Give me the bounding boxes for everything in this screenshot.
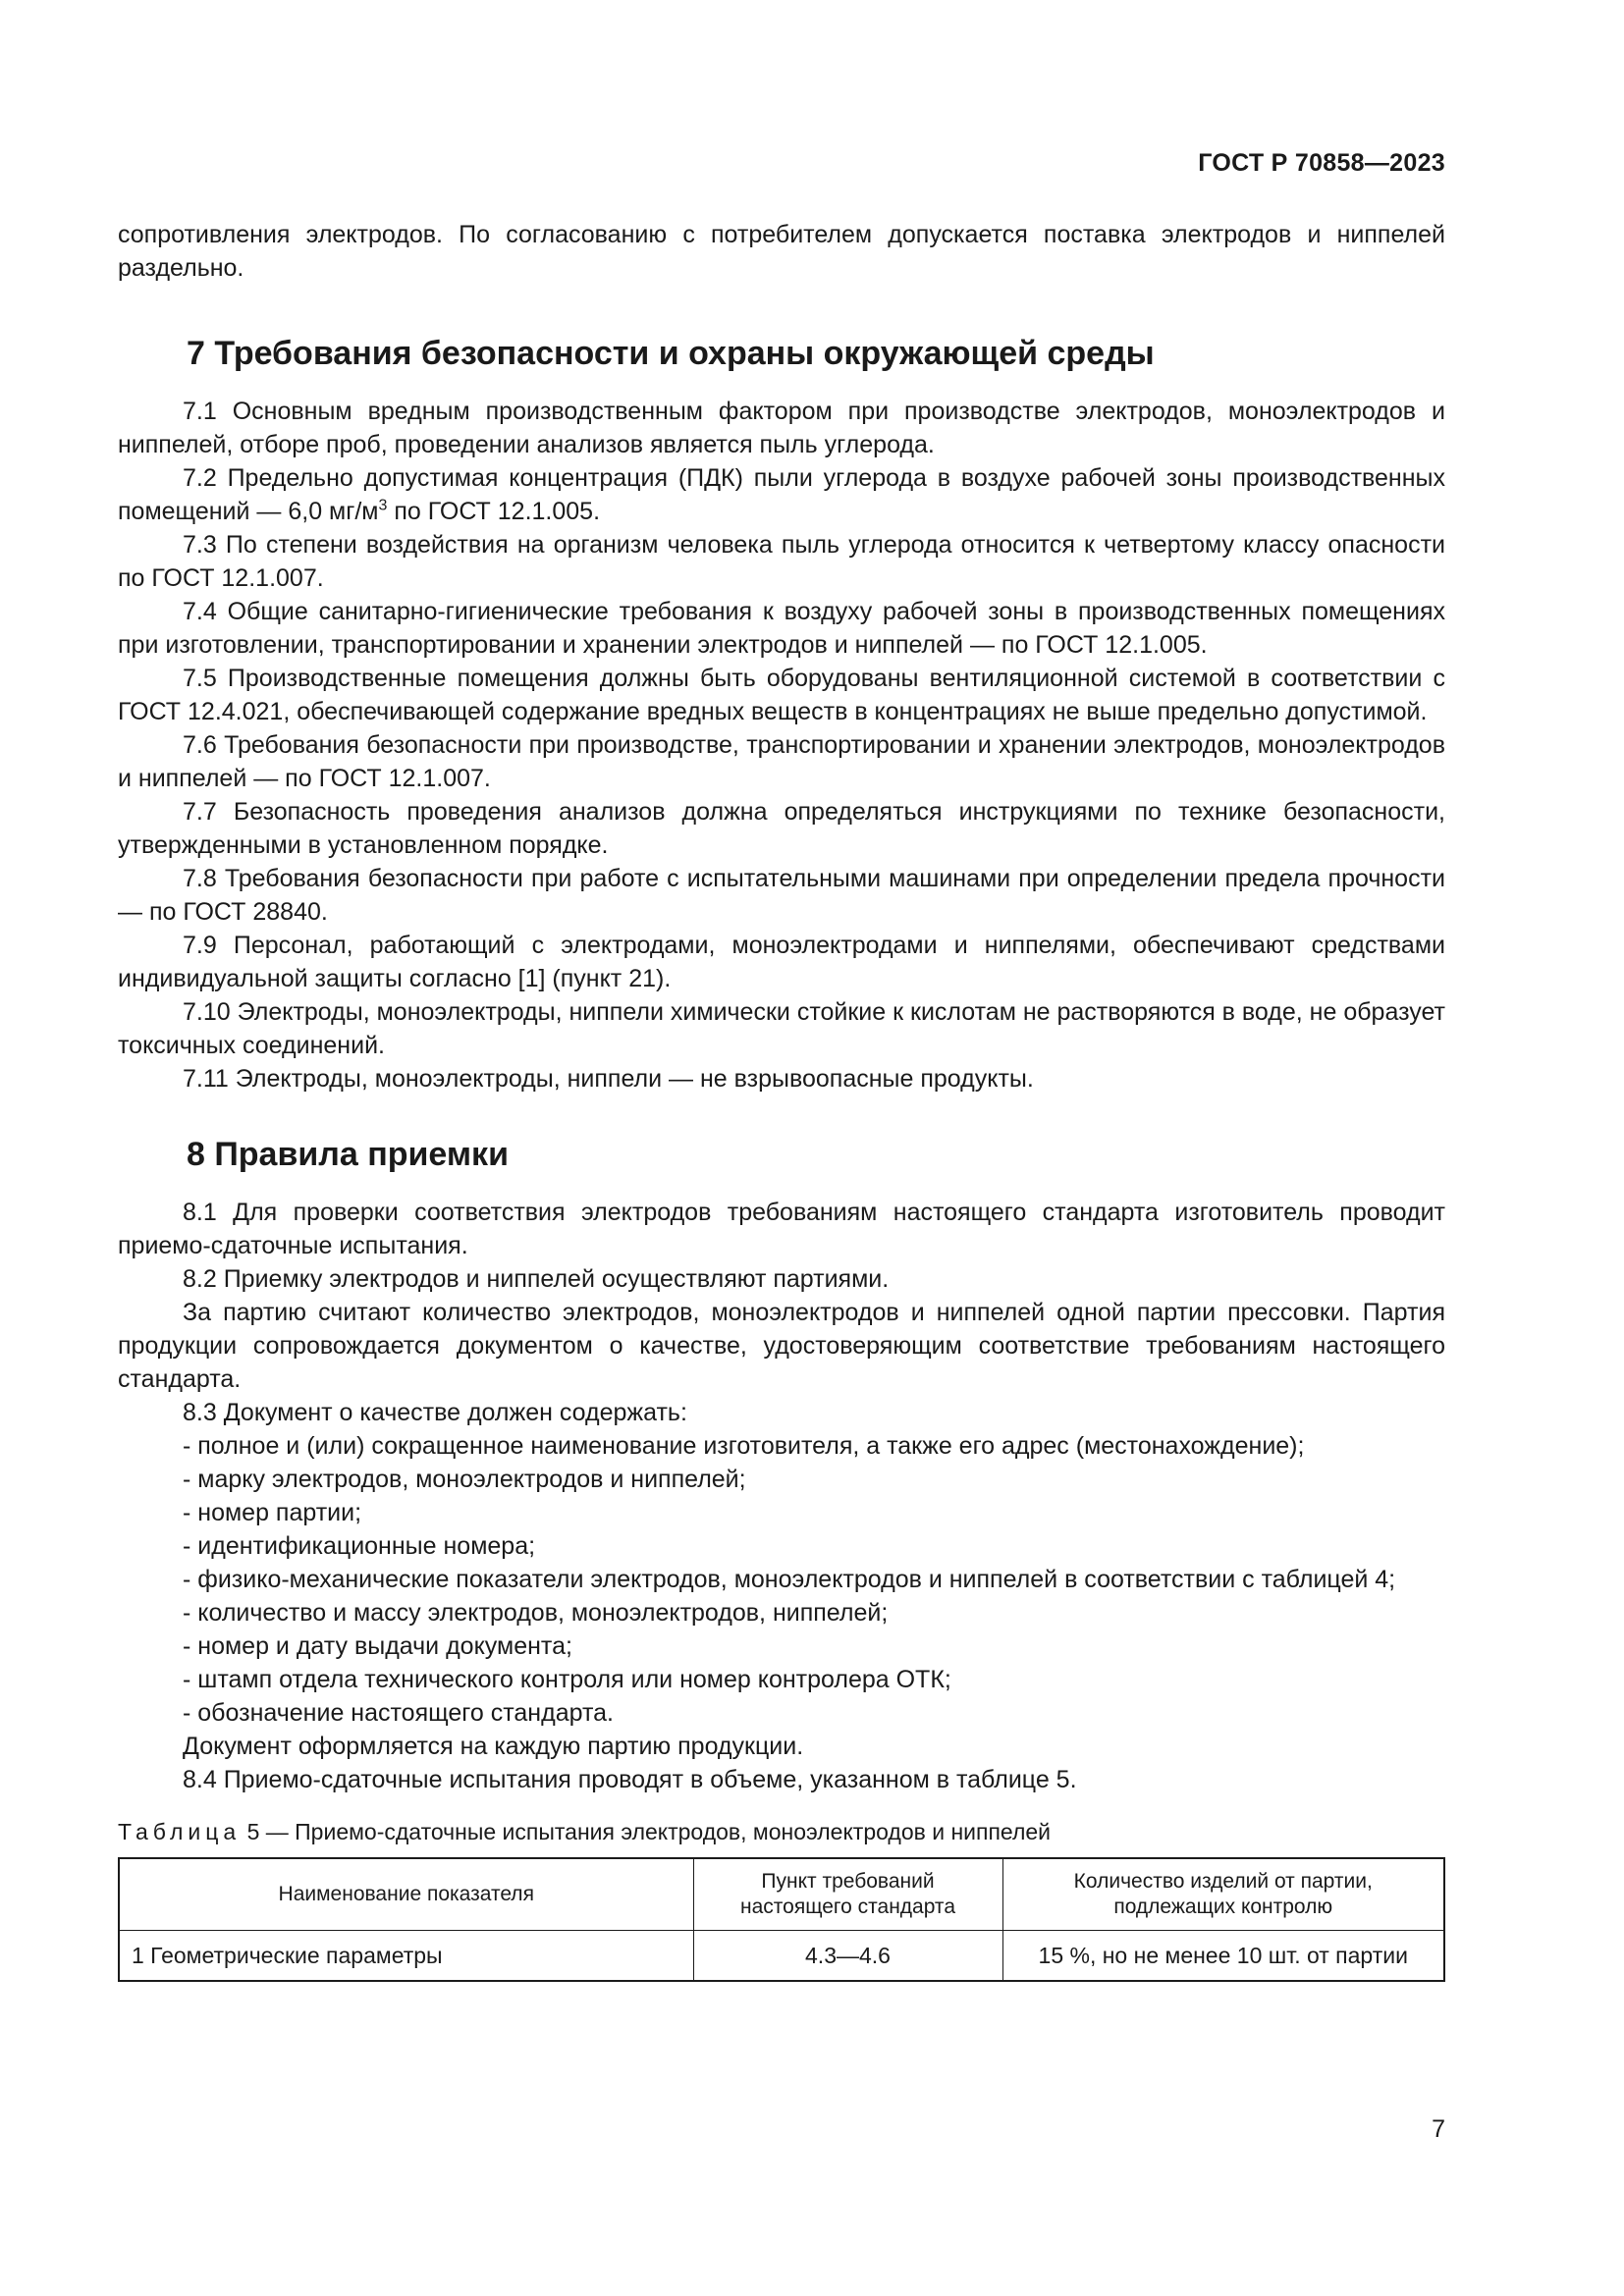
section-8-heading: 8 Правила приемки [187,1136,509,1173]
table-header-row [119,1858,1444,1931]
paragraph-7-5: 7.5 Производственные помещения должны быть оборудованы вентиляционной системой в соответствии с ГОСТ 12.4.021, обеспечивающей содержание вредных веществ в концентрациях не выше предельно допустимой. [118,665,1445,725]
column-header-indicator: Наименование показателя [119,1858,693,1931]
document-body [118,218,1445,1982]
list-item: - марку электродов, моноэлектродов и ниппелей; [183,1466,746,1493]
paragraph-8-2: 8.2 Приемку электродов и ниппелей осуществляют партиями. [183,1265,890,1293]
list-item: - идентификационные номера; [183,1532,536,1560]
section-7-heading: 7 Требования безопасности и охраны окружающей среды [187,335,1155,372]
paragraph-7-2-text: 7.2 Предельно допустимая концентрация (ПДК) пыли углерода в воздухе рабочей зоны производственных помещений — 6,0 мг/м [118,464,1445,525]
table-row [119,1931,1444,1982]
list-item: - полное и (или) сокращенное наименование изготовителя, а также его адрес (местонахождение); [183,1432,1305,1460]
table-cell: 4.3—4.6 [693,1931,1002,1982]
list-item: - количество и массу электродов, моноэлектродов, ниппелей; [183,1599,889,1627]
page-number: 7 [1432,2115,1445,2143]
paragraph-8-3: 8.3 Документ о качестве должен содержать: [183,1399,687,1426]
paragraph-7-2 [118,461,1445,528]
table-5-caption [118,1818,1445,1845]
superscript-3: 3 [378,497,388,514]
paragraph-7-4: 7.4 Общие санитарно-гигиенические требования к воздуху рабочей зоны в производственных помещениях при изготовлении, транспортировании и хранении электродов и ниппелей — по ГОСТ 12.1.005. [118,598,1445,659]
table-cell: 1 Геометрические параметры [119,1931,693,1982]
list-item: - физико-механические показатели электродов, моноэлектродов и ниппелей в соответствии с таблицей 4; [183,1566,1396,1593]
paragraph-8-1: 8.1 Для проверки соответствия электродов требованиям настоящего стандарта изготовитель проводит приемо-сдаточные испытания. [118,1199,1445,1259]
paragraph-7-7: 7.7 Безопасность проведения анализов должна определяться инструкциями по технике безопасности, утвержденными в установленном порядке. [118,798,1445,859]
paragraph-8-2-batch: За партию считают количество электродов, моноэлектродов и ниппелей одной партии прессовки. Партия продукции сопровождается документом о качестве, удостоверяющим соответствие требованиям настоящего стандарта. [118,1299,1445,1393]
table-5 [118,1857,1445,1982]
paragraph-7-3: 7.3 По степени воздействия на организм человека пыль углерода относится к четвертому классу опасности по ГОСТ 12.1.007. [118,531,1445,592]
column-header-quantity: Количество изделий от партии, подлежащих контролю [1002,1858,1444,1931]
paragraph-7-6: 7.6 Требования безопасности при производстве, транспортировании и хранении электродов, моноэлектродов и ниппелей — по ГОСТ 12.1.007. [118,731,1445,792]
paragraph-8-4: 8.4 Приемо-сдаточные испытания проводят в объеме, указанном в таблице 5. [183,1766,1077,1793]
list-item: - штамп отдела технического контроля или номер контролера ОТК; [183,1666,951,1693]
paragraph-7-11: 7.11 Электроды, моноэлектроды, ниппели — не взрывоопасные продукты. [183,1065,1034,1093]
paragraph-7-8: 7.8 Требования безопасности при работе с испытательными машинами при определении предела прочности — по ГОСТ 28840. [118,865,1445,926]
table-caption-label: Таблица [118,1819,242,1844]
list-item: - номер партии; [183,1499,362,1526]
paragraph-7-9: 7.9 Персонал, работающий с электродами, моноэлектродами и ниппелями, обеспечивают средствами индивидуальной защиты согласно [1] (пункт 21). [118,932,1445,992]
list-item: - обозначение настоящего стандарта. [183,1699,614,1727]
paragraph-8-3-note: Документ оформляется на каждую партию продукции. [183,1733,804,1760]
column-header-clause: Пункт требований настоящего стандарта [693,1858,1002,1931]
list-item: - номер и дату выдачи документа; [183,1632,572,1660]
document-header: ГОСТ Р 70858—2023 [1198,149,1445,177]
paragraph-7-2-tail: по ГОСТ 12.1.005. [387,498,601,525]
paragraph-7-10: 7.10 Электроды, моноэлектроды, ниппели химически стойкие к кислотам не растворяются в воде, не образует токсичных соединений. [118,998,1445,1059]
intro-paragraph: сопротивления электродов. По согласованию с потребителем допускается поставка электродов и ниппелей раздельно. [118,221,1445,282]
table-cell: 15 %, но не менее 10 шт. от партии [1002,1931,1444,1982]
table-caption-text: 5 — Приемо-сдаточные испытания электродов, моноэлектродов и ниппелей [241,1819,1051,1844]
paragraph-7-1: 7.1 Основным вредным производственным фактором при производстве электродов, моноэлектродов и ниппелей, отборе проб, проведении анализов является пыль углерода. [118,398,1445,458]
